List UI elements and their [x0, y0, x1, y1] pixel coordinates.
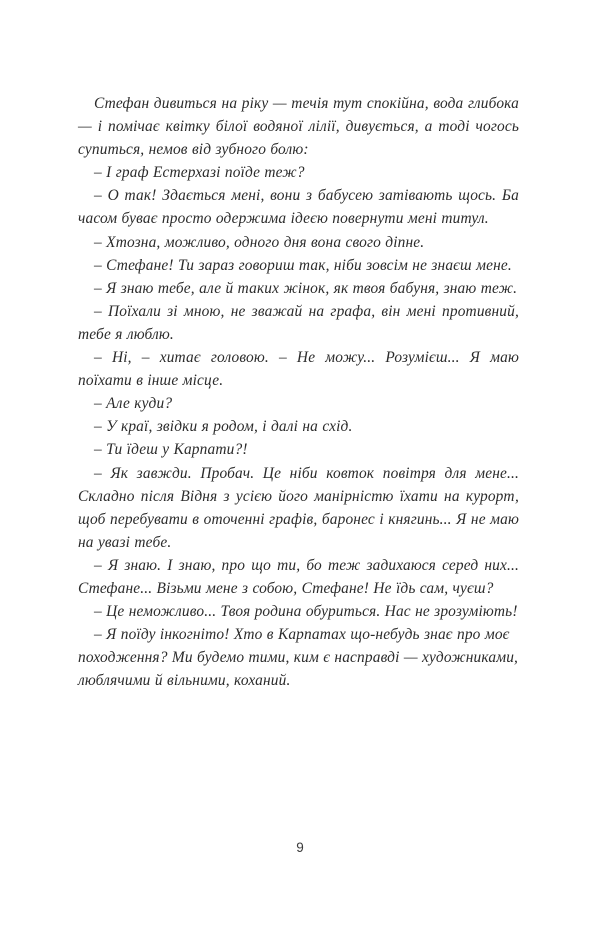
paragraph: – І граф Естерхазі поїде теж? [94, 164, 305, 182]
paragraph: – Хтозна, можливо, одного дня вона свого діпне. [94, 233, 425, 251]
paragraph: – Але куди? [94, 395, 173, 413]
paragraph: – Я знаю тебе, але й таких жінок, як твоя бабуня, знаю теж. [94, 279, 518, 297]
page-number: 9 [296, 840, 304, 855]
paragraph: – У краї, звідки я родом, і далі на схід. [94, 418, 353, 436]
paragraph: – Як завжди. Пробач. Це ніби ковток повітря для мене... Складно після Відня з усією його манірністю їхати на курорт, щоб перебувати в оточенні графів, баронес і княгинь... Я не маю на увазі тебе. [78, 464, 519, 551]
paragraph: – О так! Здається мені, вони з бабусею затівають щось. Ба часом буває просто одержима ідеєю повернути мені титул. [78, 187, 519, 228]
paragraph: – Я поїду інкогніто! Хто в Карпатах що-небудь знає про моє походження? Ми будемо тими, ким є насправді — художниками, люблячими й вільними, коханий. [78, 626, 519, 690]
paragraph: – Стефане! Ти зараз говориш так, ніби зовсім не знаєш мене. [94, 256, 512, 274]
paragraph: – Ні, – хитає головою. – Не можу... Розумієш... Я маю поїхати в інше місце. [78, 349, 519, 390]
paragraph: Стефан дивиться на ріку — течія тут спокійна, вода глибока — і помічає квітку білої водяної лілії, дивується, а тоді чогось супиться, немов від зубного болю: [78, 95, 519, 159]
page-text-body [78, 92, 519, 692]
paragraph: – Це неможливо... Твоя родина обуриться. Нас не зрозуміють! [94, 603, 518, 621]
paragraph: – Поїхали зі мною, не зважай на графа, він мені противний, тебе я люблю. [78, 302, 519, 343]
paragraph: – Ти їдеш у Карпати?! [94, 441, 248, 459]
paragraph: – Я знаю. І знаю, про що ти, бо теж задихаюся серед них... Стефане... Візьми мене з собою, Стефане! Не їдь сам, чуєш? [78, 556, 519, 597]
